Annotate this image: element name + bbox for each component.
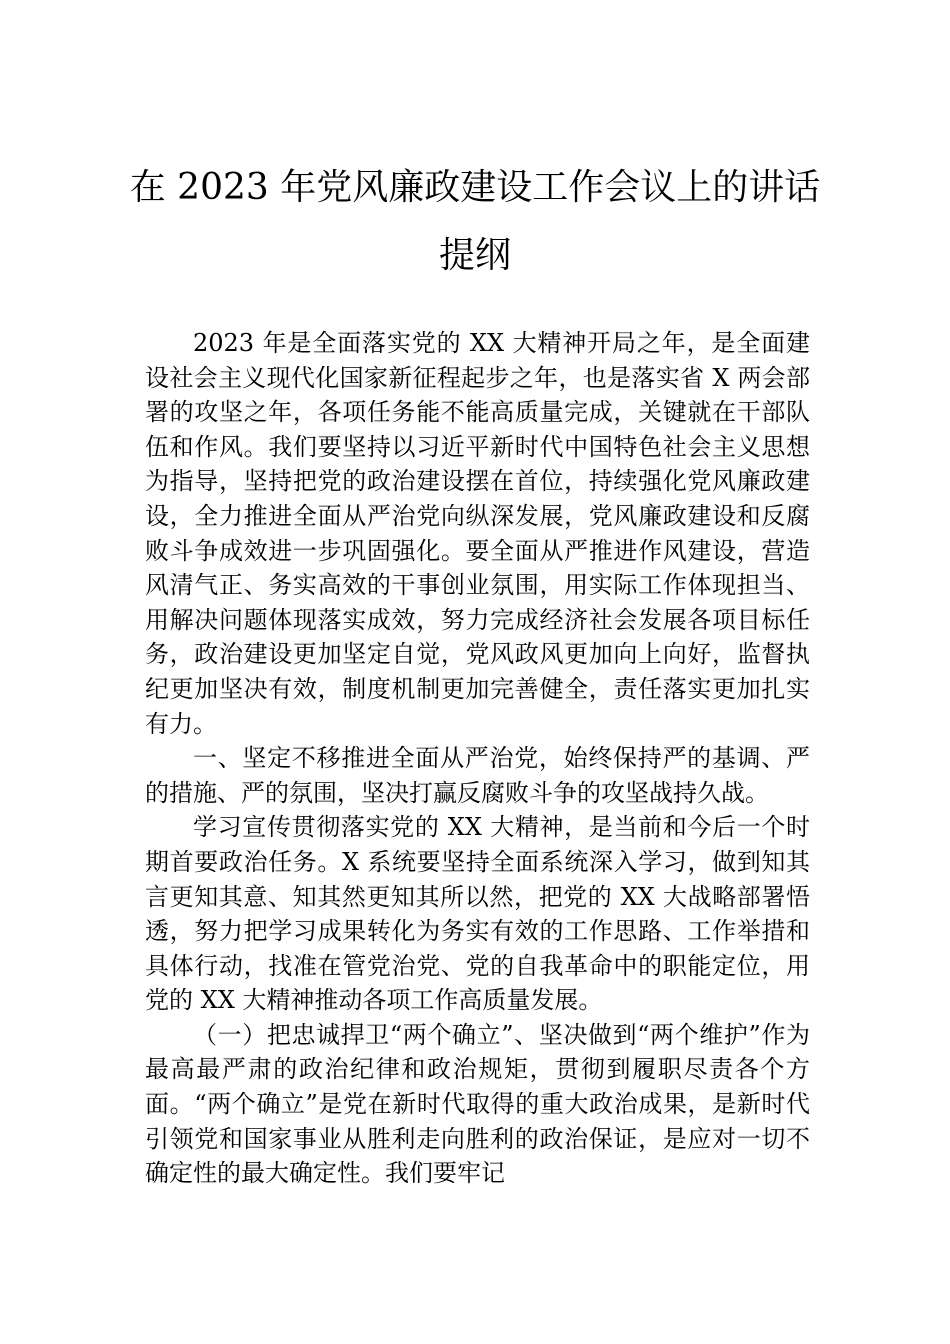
document-body [145, 326, 810, 1191]
document-title-line-2: 提纲 [438, 235, 511, 276]
paragraph-subsection-1: （一）把忠诚捍卫“两个确立”、坚决做到“两个维护”作为最高最严肃的政治纪律和政治规矩，贯彻到履职尽责各个方面。“两个确立”是党在新时代取得的重大政治成果，是新时代引领党和国家事业从胜利走向胜利的政治保证，是应对一切不确定性的最大确定性。我们要牢记 [145, 1020, 810, 1188]
paragraph-intro: 2023 年是全面落实党的 XX 大精神开局之年，是全面建设社会主义现代化国家新征程起步之年，也是落实省 X 两会部署的攻坚之年，各项任务能不能高质量完成，关键就在干部队伍和作风。我们要坚持以习近平新时代中国特色社会主义思想为指导，坚持把党的政治建设摆在首位，持续强化党风廉政建设，全力推进全面从严治党向纵深发展，党风廉政建设和反腐败斗争成效进一步巩固强化。要全面从严推进作风建设，营造风清气正、务实高效的干事创业氛围，用实际工作体现担当、用解决问题体现落实成效，努力完成经济社会发展各项目标任务，政治建设更加坚定自觉，党风政风更加向上向好，监督执纪更加坚决有效，制度机制更加完善健全，责任落实更加扎实有力。 [145, 329, 810, 738]
paragraph-study: 学习宣传贯彻落实党的 XX 大精神，是当前和今后一个时期首要政治任务。X 系统要坚持全面系统深入学习，做到知其言更知其意、知其然更知其所以然，把党的 XX 大战略部署悟透，努力把学习成果转化为务实有效的工作思路、工作举措和具体行动，找准在管党治党、党的自我革命中的职能定位，用党的 XX 大精神推动各项工作高质量发展。 [145, 813, 810, 1015]
document-title-line-1: 在 2023 年党风廉政建设工作会议上的讲话 [129, 167, 821, 208]
paragraph-section-heading-1: 一、坚定不移推进全面从严治党，始终保持严的基调、严的措施、严的氛围，坚决打赢反腐败斗争的攻坚战持久战。 [145, 744, 810, 807]
